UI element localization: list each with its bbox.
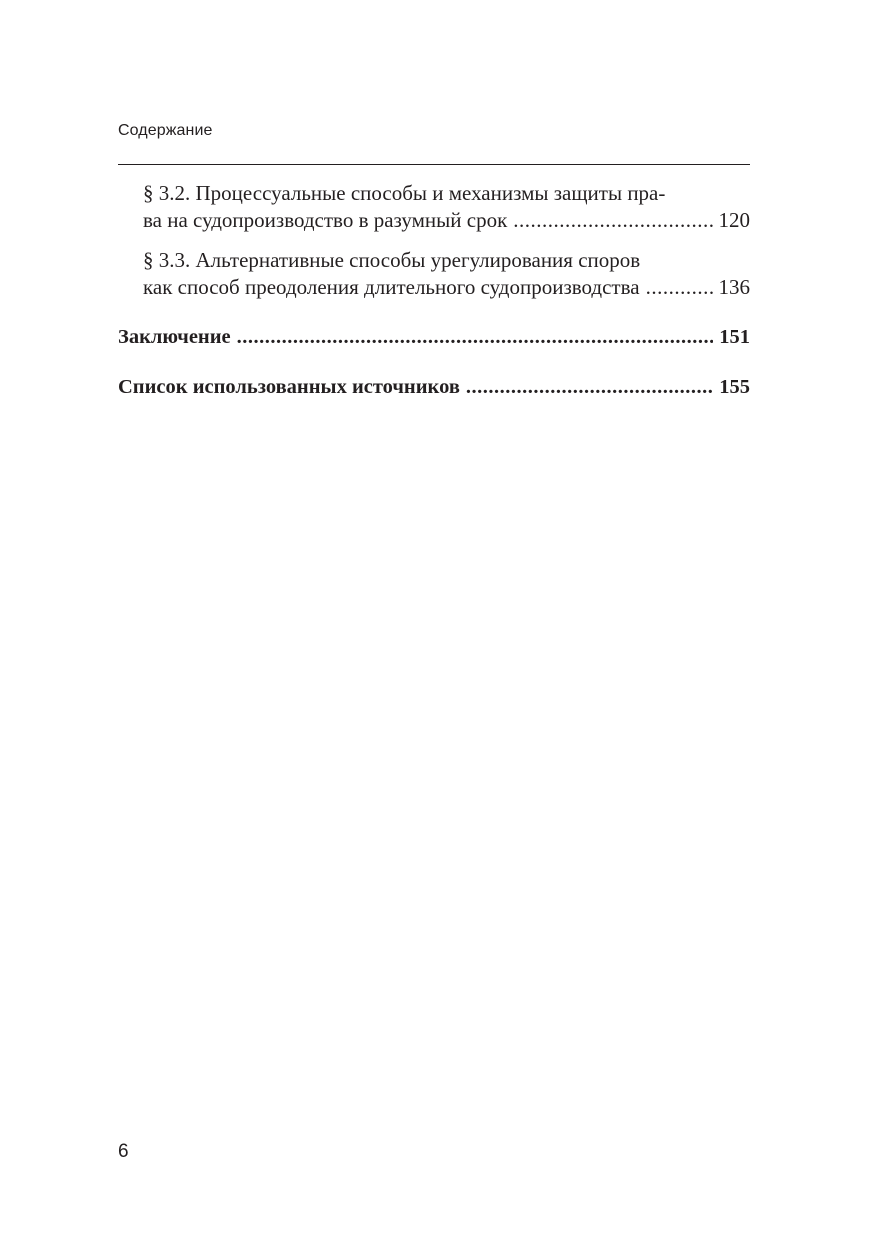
toc-entry-last-line: [118, 374, 750, 401]
toc-entry-last-line: [118, 324, 750, 351]
header-rule: [118, 164, 750, 165]
toc-page-number: 151: [719, 326, 750, 348]
toc-entry-title-line: § 3.3. Альтернативные способы урегулирования споров: [143, 248, 641, 272]
toc-entry-title-line: ва на судопроизводство в разумный срок: [143, 208, 508, 232]
toc-entry-title: Заключение: [118, 326, 231, 348]
toc-entry-3-3[interactable]: [118, 247, 750, 301]
toc-entry-references[interactable]: [118, 374, 750, 401]
toc-page-number: 120: [718, 208, 750, 232]
page-number: 6: [118, 1141, 129, 1162]
toc-page-number: 136: [718, 275, 750, 299]
toc-entry-conclusion[interactable]: [118, 324, 750, 351]
table-of-contents: [118, 180, 750, 401]
toc-entry-title: Список использованных источников: [118, 376, 460, 398]
dot-leader: [237, 324, 714, 351]
toc-entry-last-line: [143, 274, 750, 301]
running-head: Содержание: [118, 122, 213, 139]
toc-page-number: 155: [719, 376, 750, 398]
dot-leader: [466, 374, 713, 401]
dot-leader: [513, 207, 712, 234]
toc-entry-3-2[interactable]: [118, 180, 750, 234]
toc-entry-title-line: как способ преодоления длительного судопроизводства: [143, 275, 640, 299]
toc-entry-last-line: [143, 207, 750, 234]
dot-leader: [646, 274, 713, 301]
toc-entry-title-line: § 3.2. Процессуальные способы и механизмы защиты пра-: [143, 181, 666, 205]
